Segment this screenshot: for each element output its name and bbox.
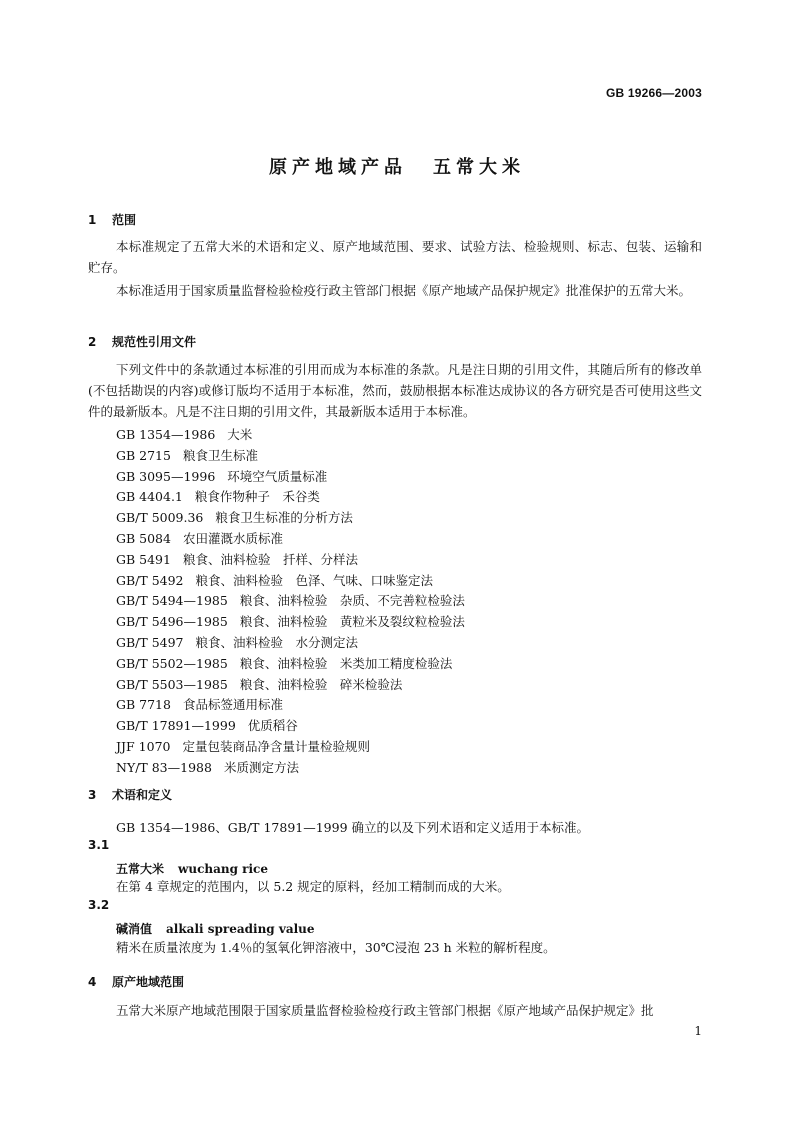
reference-item [116,529,283,547]
term-3-1-number: 3.1 [88,838,110,852]
term-en: wuchang rice [178,862,268,876]
section-number: 2 [88,335,97,349]
reference-code: GB 5084 [116,531,171,546]
standard-number: GB 19266—2003 [606,86,702,100]
term-3-2-number: 3.2 [88,898,110,912]
reference-title: 粮食卫生标准的分析方法 [215,510,353,526]
reference-title: 定量包装商品净含量计量检验规则 [182,739,370,754]
reference-item [116,612,465,630]
reference-title: 食品标签通用标准 [182,697,283,713]
reference-title: 粮食作物种子 禾谷类 [194,489,320,505]
section-1-paragraph-2: 本标准适用于国家质量监督检验检疫行政主管部门根据《原产地域产品保护规定》批准保护的五常大米。 [116,283,692,298]
term-3-1-heading [116,860,268,877]
term-en: alkali spreading value [166,922,315,936]
reference-item [116,550,358,568]
reference-item [116,467,327,485]
section-number: 4 [88,975,97,989]
reference-code: GB/T 5009.36 [116,510,204,526]
reference-code: GB 5491 [116,551,171,567]
reference-title: 粮食、油料检验 碎米检验法 [239,676,403,692]
reference-code: GB/T 5492 [116,572,184,588]
reference-item [116,425,252,443]
reference-item [116,675,402,693]
page-number: 1 [694,1024,702,1038]
reference-code: NY/T 83—1988 [116,759,212,775]
reference-item [116,737,370,755]
reference-item [116,571,433,589]
reference-item [116,654,452,672]
reference-code: GB 4404.1 [116,489,183,505]
reference-title: 粮食、油料检验 米类加工精度检验法 [239,655,453,671]
term-3-1-definition: 在第 4 章规定的范围内，以 5.2 规定的原料，经加工精制而成的大米。 [116,879,510,894]
reference-title: 环境空气质量标准 [227,468,328,484]
reference-item [116,508,353,526]
title-part-2: 五常大米 [433,157,525,178]
section-title: 原产地域范围 [112,975,185,989]
section-3-heading [88,786,172,803]
reference-code: GB/T 5502—1985 [116,655,228,671]
reference-item [116,487,320,505]
reference-item [116,716,298,734]
reference-code: GB/T 5503—1985 [116,676,228,692]
reference-code: JJF 1070 [116,739,171,754]
reference-code: GB/T 5497 [116,635,184,650]
term-3-2-heading [116,920,315,937]
reference-item [116,591,465,609]
section-number: 1 [88,213,97,227]
title-part-1: 原产地域产品 [269,157,407,178]
document-title [0,153,794,179]
section-1-paragraph-1: 本标准规定了五常大米的术语和定义、原产地域范围、要求、试验方法、检验规则、标志、包装、运输和贮存。 [88,239,702,275]
reference-title: 粮食卫生标准 [182,447,258,463]
reference-code: GB 3095—1996 [116,468,216,484]
reference-title: 粮食、油料检验 扦样、分样法 [182,551,358,567]
reference-title: 农田灌溉水质标准 [182,531,283,546]
reference-title: 粮食、油料检验 色泽、气味、口味鉴定法 [195,572,434,588]
section-number: 3 [88,788,97,802]
reference-title: 大米 [227,427,253,442]
reference-item [116,446,258,464]
section-title: 规范性引用文件 [112,335,197,349]
section-title: 范围 [112,213,137,227]
reference-item [116,633,358,651]
reference-title: 粮食、油料检验 黄粒米及裂纹粒检验法 [239,614,465,630]
section-2-paragraph-1: 下列文件中的条款通过本标准的引用而成为本标准的条款。凡是注日期的引用文件，其随后所有的修改单(不包括勘误的内容)或修订版均不适用于本标准，然而，鼓励根据本标准达成协议的各方研究是否可使用这些文件的最新版本。凡是不注日期的引用文件，其最新版本适用于本标准。 [88,362,702,419]
reference-title: 粮食、油料检验 水分测定法 [195,635,359,650]
reference-item [116,695,283,713]
section-2-heading [88,333,196,350]
reference-title: 优质稻谷 [247,718,298,734]
section-title: 术语和定义 [112,788,173,802]
reference-code: GB/T 5494—1985 [116,593,228,609]
term-cn: 五常大米 [116,862,165,876]
section-3-paragraph-1: GB 1354—1986、GB/T 17891—1999 确立的以及下列术语和定义适用于本标准。 [116,820,590,835]
term-cn: 碱消值 [116,922,153,936]
reference-code: GB/T 5496—1985 [116,614,228,630]
reference-item [116,758,299,776]
reference-code: GB/T 17891—1999 [116,718,236,734]
reference-title: 米质测定方法 [223,759,299,775]
section-4-paragraph-1: 五常大米原产地域范围限于国家质量监督检验检疫行政主管部门根据《原产地域产品保护规定》批 [116,1003,654,1018]
section-4-heading [88,973,184,990]
term-3-2-definition: 精米在质量浓度为 1.4％的氢氧化钾溶液中，30℃浸泡 23 h 米粒的解析程度。 [116,940,556,955]
reference-title: 粮食、油料检验 杂质、不完善粒检验法 [239,593,465,609]
reference-code: GB 2715 [116,447,171,463]
reference-code: GB 7718 [116,697,171,713]
section-1-heading [88,211,136,228]
reference-code: GB 1354—1986 [116,427,216,442]
